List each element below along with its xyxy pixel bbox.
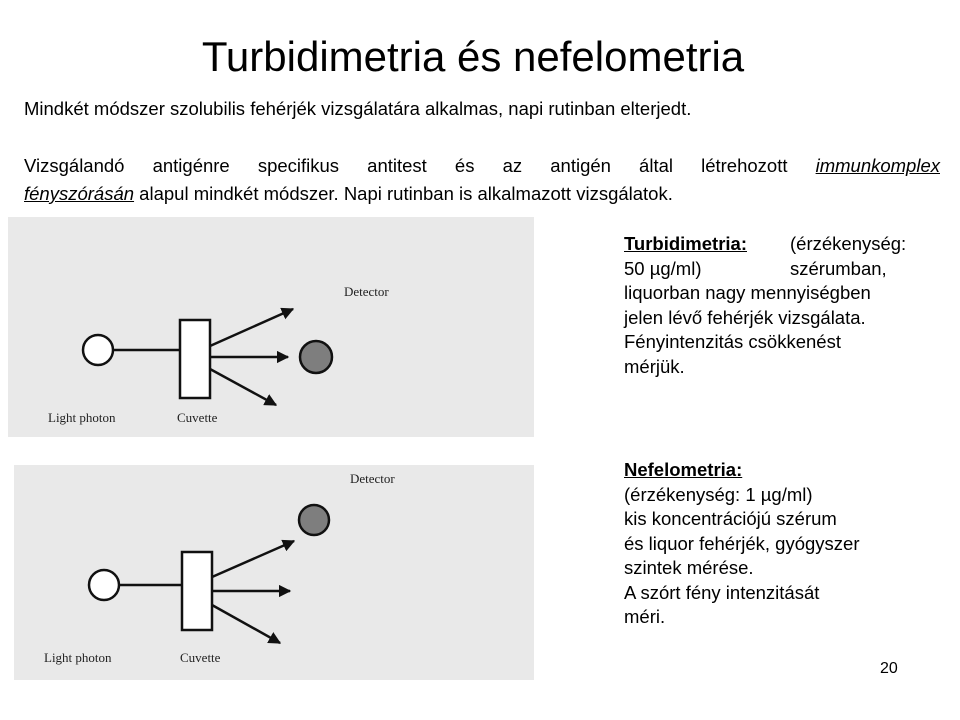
intro-text: Mindkét módszer szolubilis fehérjék vizsgálatára alkalmas, napi rutinban elterjedt. [24, 98, 692, 119]
turbidimetry-line-4: jelen lévő fehérjék vizsgálata. [624, 306, 866, 328]
detector-icon [299, 505, 329, 535]
cuvette-label: Cuvette [177, 410, 218, 425]
description-text-a: Vizsgálandó antigénre specifikus antitest és az antigén által létrehozott [24, 155, 816, 176]
turbidimetry-row-1 [624, 232, 946, 257]
cuvette-icon [180, 320, 210, 398]
nephelometry-heading: Nefelometria: [624, 459, 743, 480]
nephelometry-line-6: méri. [624, 606, 666, 627]
turbidimetry-line-5: Fényintenzitás csökkenést [624, 331, 841, 352]
turbidimetry-description [624, 232, 946, 379]
scattered-ray-down [210, 369, 276, 405]
turbidimetry-line1-right: (érzékenység: [790, 233, 907, 254]
light-photon-icon [89, 570, 119, 600]
description-line-2 [24, 180, 940, 208]
detector-label: Detector [350, 471, 395, 486]
description-line-1 [24, 152, 940, 180]
turbidimetry-heading: Turbidimetria: [624, 233, 747, 254]
light-photon-label: Light photon [48, 410, 116, 425]
scattered-ray-down [212, 605, 280, 643]
nephelometry-line-5: A szórt fény intenzitását [624, 581, 820, 603]
description-text-b: alapul mindkét módszer. Napi rutinban is alkalmazott vizsgálatok. [134, 183, 673, 204]
detector-icon [300, 341, 332, 373]
nephelometry-description [624, 458, 946, 630]
nephelometry-line-4: szintek mérése. [624, 557, 754, 578]
scattered-ray-up [210, 309, 293, 346]
slide-title: Turbidimetria és nefelometria [201, 33, 745, 80]
scattered-ray-up [212, 541, 294, 577]
turbidimetry-row-2 [624, 257, 946, 282]
fenyszorasan-term: fényszórásán [24, 183, 135, 204]
turbidimetry-diagram [8, 217, 534, 437]
cuvette-icon [182, 552, 212, 630]
light-photon-icon [83, 335, 113, 365]
turbidimetry-line-3: liquorban nagy mennyiségben [624, 282, 871, 303]
detector-label: Detector [344, 284, 389, 299]
immunkomplex-term: immunkomplex [815, 155, 940, 176]
turbidimetry-line2-right: szérumban, [790, 257, 887, 279]
nephelometry-line-1: (érzékenység: 1 µg/ml) [624, 483, 813, 505]
turbidimetry-diagram-svg [8, 217, 534, 437]
turbidimetry-line2-left: 50 µg/ml) [624, 257, 702, 279]
page-number: 20 [880, 660, 898, 677]
cuvette-label: Cuvette [180, 650, 221, 665]
nephelometry-diagram [14, 465, 534, 680]
light-photon-label: Light photon [44, 650, 112, 665]
nephelometry-line-2: kis koncentrációjú szérum [624, 508, 837, 529]
nephelometry-diagram-svg [14, 465, 534, 680]
nephelometry-line-3: és liquor fehérjék, gyógyszer [624, 532, 860, 554]
description-paragraph [24, 152, 940, 208]
turbidimetry-line-6: mérjük. [624, 355, 685, 377]
